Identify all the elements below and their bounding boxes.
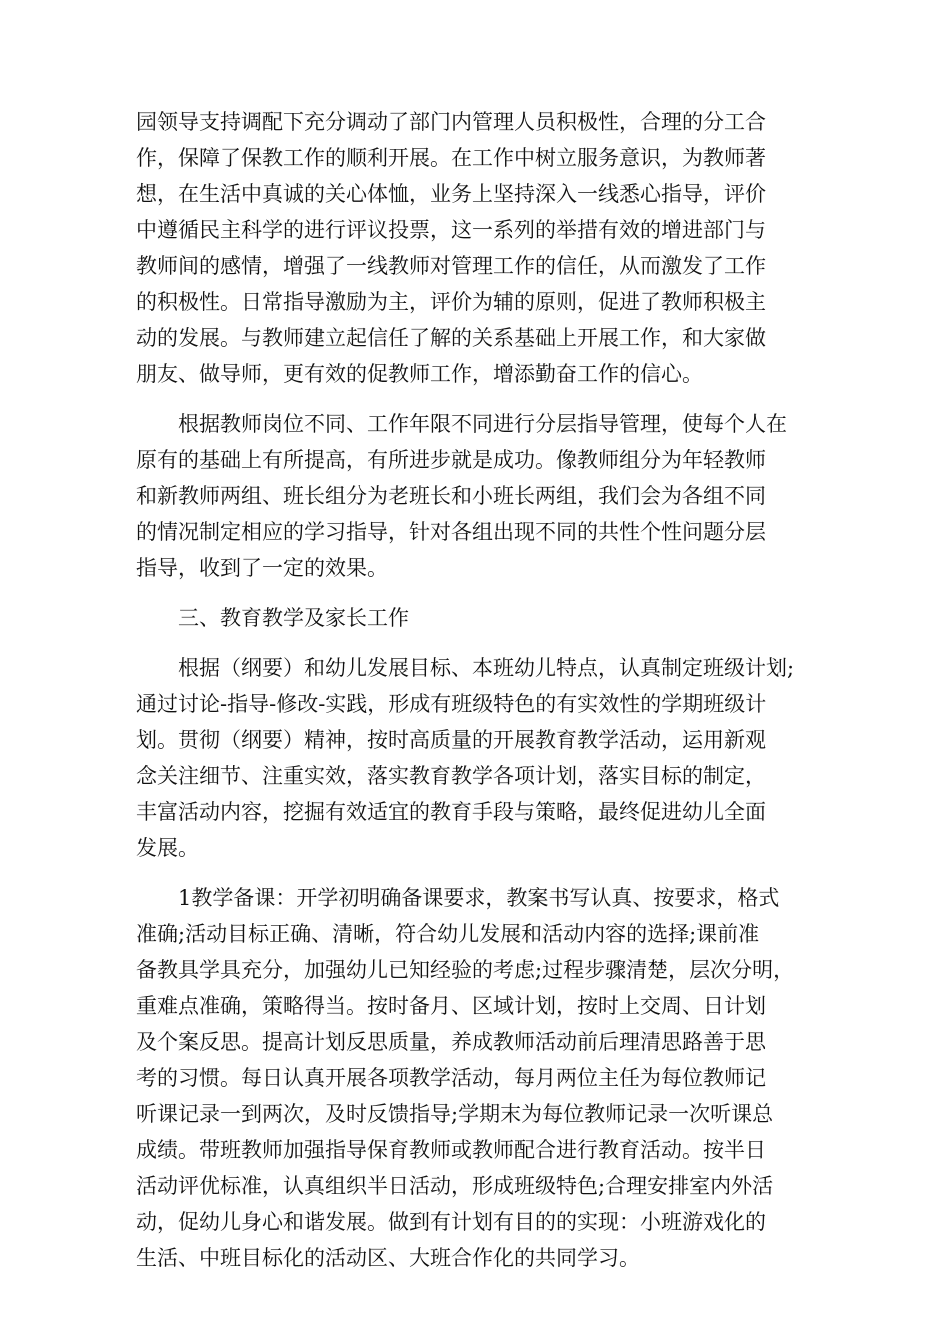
- text-line: 备教具学具充分，加强幼儿已知经验的考虑;过程步骤清楚，层次分明，: [136, 958, 795, 982]
- text-line: 1教学备课：开学初明确备课要求，教案书写认真、按要求，格式: [178, 886, 780, 910]
- paragraph-lesson-prep: [136, 880, 816, 1276]
- text-line: 想，在生活中真诚的关心体恤，业务上坚持深入一线悉心指导，评价: [136, 182, 766, 206]
- text-line: 动，促幼儿身心和谐发展。做到有计划有目的的实现：小班游戏化的: [136, 1210, 766, 1234]
- text-line: 活动评优标准，认真组织半日活动，形成班级特色;合理安排室内外活: [136, 1174, 774, 1198]
- text-line: 重难点准确，策略得当。按时备月、区域计划，按时上交周、日计划: [136, 994, 766, 1018]
- text-line: 园领导支持调配下充分调动了部门内管理人员积极性，合理的分工合: [136, 110, 766, 134]
- text-line: 的情况制定相应的学习指导，针对各组出现不同的共性个性问题分层: [136, 520, 766, 544]
- text-line: 朋友、做导师，更有效的促教师工作，增添勤奋工作的信心。: [136, 362, 703, 386]
- text-line: 中遵循民主科学的进行评议投票，这一系列的举措有效的增进部门与: [136, 218, 766, 242]
- text-line: 动的发展。与教师建立起信任了解的关系基础上开展工作，和大家做: [136, 326, 766, 350]
- text-line: 发展。: [136, 836, 199, 860]
- text-line: 听课记录一到两次，及时反馈指导;学期末为每位教师记录一次听课总: [136, 1102, 774, 1126]
- text-line: 考的习惯。每日认真开展各项教学活动，每月两位主任为每位教师记: [136, 1066, 766, 1090]
- section-heading: [136, 600, 816, 636]
- text-line: 指导，收到了一定的效果。: [136, 556, 388, 580]
- text-line: 成绩。带班教师加强指导保育教师或教师配合进行教育活动。按半日: [136, 1138, 766, 1162]
- text-line: 的积极性。日常指导激励为主，评价为辅的原则，促进了教师积极主: [136, 290, 766, 314]
- text-line: 教师间的感情，增强了一线教师对管理工作的信任，从而激发了工作: [136, 254, 766, 278]
- text-line: 念关注细节、注重实效，落实教育教学各项计划，落实目标的制定，: [136, 764, 766, 788]
- text-line: 根据（纲要）和幼儿发展目标、本班幼儿特点，认真制定班级计划;: [178, 656, 795, 680]
- text-line: 生活、中班目标化的活动区、大班合作化的共同学习。: [136, 1246, 640, 1270]
- text-line: 准确;活动目标正确、清晰，符合幼儿发展和活动内容的选择;课前准: [136, 922, 760, 946]
- paragraph-class-plan: [136, 650, 816, 866]
- paragraph-management: [136, 104, 816, 392]
- document-body: [136, 104, 816, 1290]
- text-line: 划。贯彻（纲要）精神，按时高质量的开展教育教学活动，运用新观: [136, 728, 766, 752]
- text-line: 通过讨论-指导-修改-实践，形成有班级特色的有实效性的学期班级计: [136, 692, 767, 716]
- paragraph-layered-guidance: [136, 406, 816, 586]
- text-line: 作，保障了保教工作的顺利开展。在工作中树立服务意识，为教师著: [136, 146, 766, 170]
- text-line: 丰富活动内容，挖掘有效适宜的教育手段与策略，最终促进幼儿全面: [136, 800, 766, 824]
- text-line: 原有的基础上有所提高，有所进步就是成功。像教师组分为年轻教师: [136, 448, 766, 472]
- heading-text: 三、教育教学及家长工作: [178, 606, 409, 630]
- text-line: 根据教师岗位不同、工作年限不同进行分层指导管理，使每个人在: [178, 412, 787, 436]
- text-line: 及个案反思。提高计划反思质量，养成教师活动前后理清思路善于思: [136, 1030, 766, 1054]
- text-line: 和新教师两组、班长组分为老班长和小班长两组，我们会为各组不同: [136, 484, 766, 508]
